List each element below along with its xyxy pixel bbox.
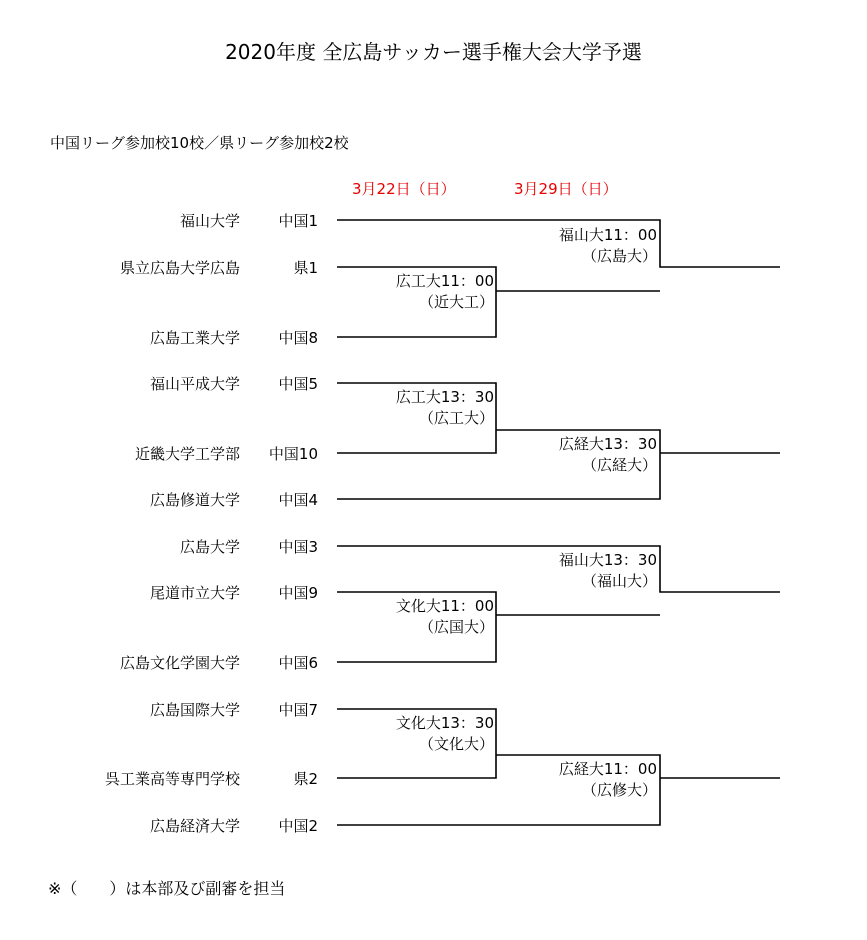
match-referee: （広工大） [418,409,494,427]
round1-date: 3月22日（日） [352,180,456,198]
round2-date: 3月29日（日） [514,180,618,198]
team-league: 中国8 [278,329,318,347]
participants-subtitle: 中国リーグ参加校10校／県リーグ参加校2校 [50,134,349,152]
team-name: 広島工業大学 [149,329,240,347]
team-name: 県立広島大学広島 [119,259,240,277]
match-referee: （福山大） [581,572,657,590]
team-name: 呉工業高等専門学校 [104,770,240,788]
match-referee: （近大工） [418,293,494,311]
footnote: ※（ ）は本部及び副審を担当 [48,879,286,898]
team-name: 広島国際大学 [149,701,240,719]
bracket-line [337,383,496,453]
match-venue-time: 広工大13：30 [395,388,494,406]
team-league: 中国5 [278,375,318,393]
bracket-line [337,267,496,337]
team-name: 広島経済大学 [149,817,240,835]
match-venue-time: 福山大13：30 [558,551,657,569]
bracket-line [337,220,780,267]
team-league: 中国9 [278,584,318,602]
team-name: 福山大学 [179,212,240,230]
bracket-line [337,755,660,825]
team-name: 広島修道大学 [149,491,240,509]
team-name: 近畿大学工学部 [134,445,240,463]
team-league: 中国3 [278,538,318,556]
bracket-line [337,709,496,778]
match-referee: （文化大） [418,735,494,753]
team-league: 中国6 [278,654,318,672]
bracket-line [337,430,660,499]
bracket-line [337,592,496,662]
team-name: 広島大学 [179,538,240,556]
match-venue-time: 文化大11：00 [395,597,494,615]
team-name: 福山平成大学 [149,375,240,393]
page-title: 2020年度 全広島サッカー選手権大会大学予選 [225,40,642,64]
match-referee: （広経大） [581,456,657,474]
team-league: 県1 [293,259,318,277]
team-name: 尾道市立大学 [149,584,240,602]
team-league: 中国1 [278,212,318,230]
match-venue-time: 広工大11：00 [395,272,494,290]
team-league: 中国4 [278,491,318,509]
team-league: 県2 [293,770,318,788]
match-venue-time: 文化大13：30 [395,714,494,732]
team-league: 中国2 [278,817,318,835]
match-referee: （広島大） [581,247,657,265]
match-referee: （広修大） [581,781,657,799]
team-name: 広島文化学園大学 [119,654,240,672]
team-league: 中国10 [268,445,318,463]
match-venue-time: 福山大11：00 [558,226,657,244]
match-referee: （広国大） [418,618,494,636]
match-venue-time: 広経大11：00 [558,760,657,778]
bracket-line [337,546,780,592]
match-venue-time: 広経大13：30 [558,435,657,453]
team-league: 中国7 [278,701,318,719]
